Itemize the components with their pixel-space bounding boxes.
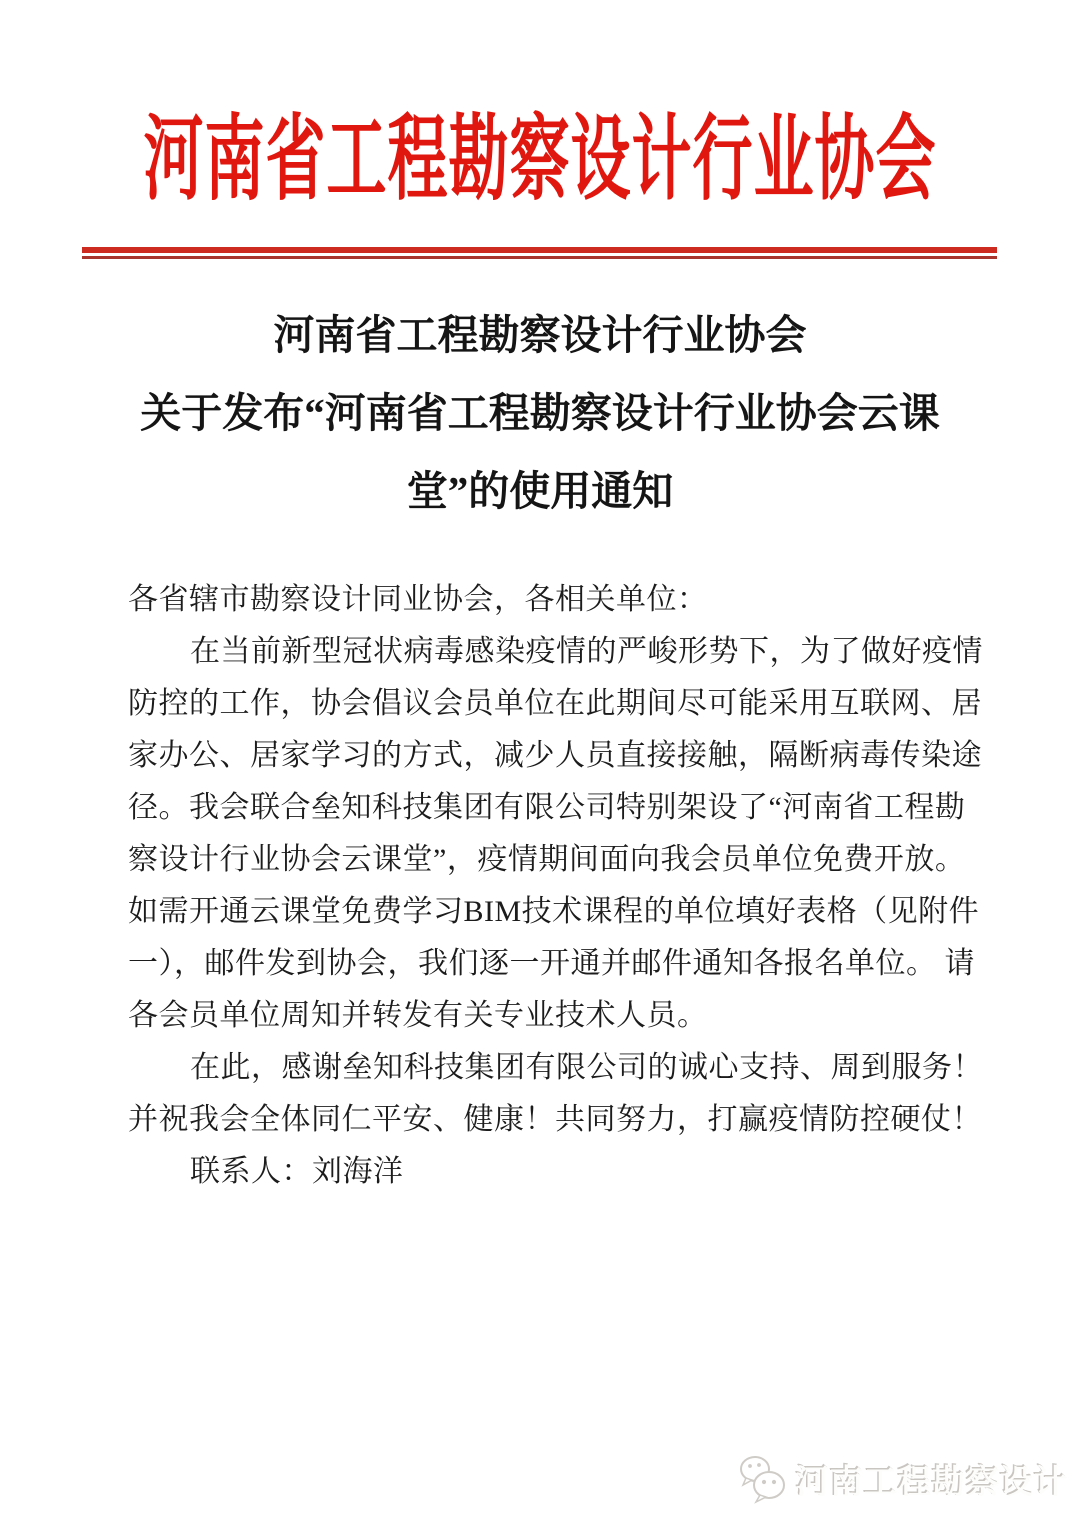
title-line: 河南省工程勘察设计行业协会	[273, 312, 807, 358]
rule-thick-line	[82, 247, 997, 253]
body-line: 各会员单位周知并转发有关专业技术人员。	[128, 999, 708, 1032]
brand-watermark	[736, 1454, 1068, 1504]
title-line: 关于发布“河南省工程勘察设计行业协会云课	[140, 390, 940, 436]
rule-thin-line	[82, 256, 997, 259]
document-title	[70, 296, 1010, 530]
letterhead-separator	[82, 247, 997, 259]
body-line: 一），邮件发到协会，我们逐一开通并邮件通知各报名单位。 请	[128, 947, 975, 980]
body-line: 在当前新型冠状病毒感染疫情的严峻形势下，为了做好疫情	[190, 635, 983, 668]
document-body	[128, 574, 983, 1198]
body-line: 径。我会联合垒知科技集团有限公司特别架设了“河南省工程勘	[128, 791, 966, 824]
body-line: 并祝我会全体同仁平安、健康！共同努力，打赢疫情防控硬仗！	[128, 1103, 982, 1136]
letterhead-title: 河南省工程勘察设计行业协会	[143, 108, 937, 212]
body-line: 在此，感谢垒知科技集团有限公司的诚心支持、周到服务！	[190, 1051, 983, 1084]
body-line: 如需开通云课堂免费学习BIM技术课程的单位填好表格（见附件	[128, 895, 980, 928]
body-line: 家办公、居家学习的方式，减少人员直接接触，隔断病毒传染途	[128, 739, 982, 772]
title-line: 堂”的使用通知	[406, 468, 674, 514]
brand-label: 河南工程勘察设计	[796, 1464, 1068, 1501]
body-line: 防控的工作，协会倡议会员单位在此期间尽可能采用互联网、居	[128, 687, 982, 720]
contact-line: 联系人：刘海洋	[190, 1155, 404, 1188]
salutation-line: 各省辖市勘察设计同业协会，各相关单位：	[128, 583, 708, 616]
wechat-icon	[736, 1454, 788, 1504]
body-line: 察设计行业协会云课堂”，疫情期间面向我会员单位免费开放。	[128, 843, 966, 876]
